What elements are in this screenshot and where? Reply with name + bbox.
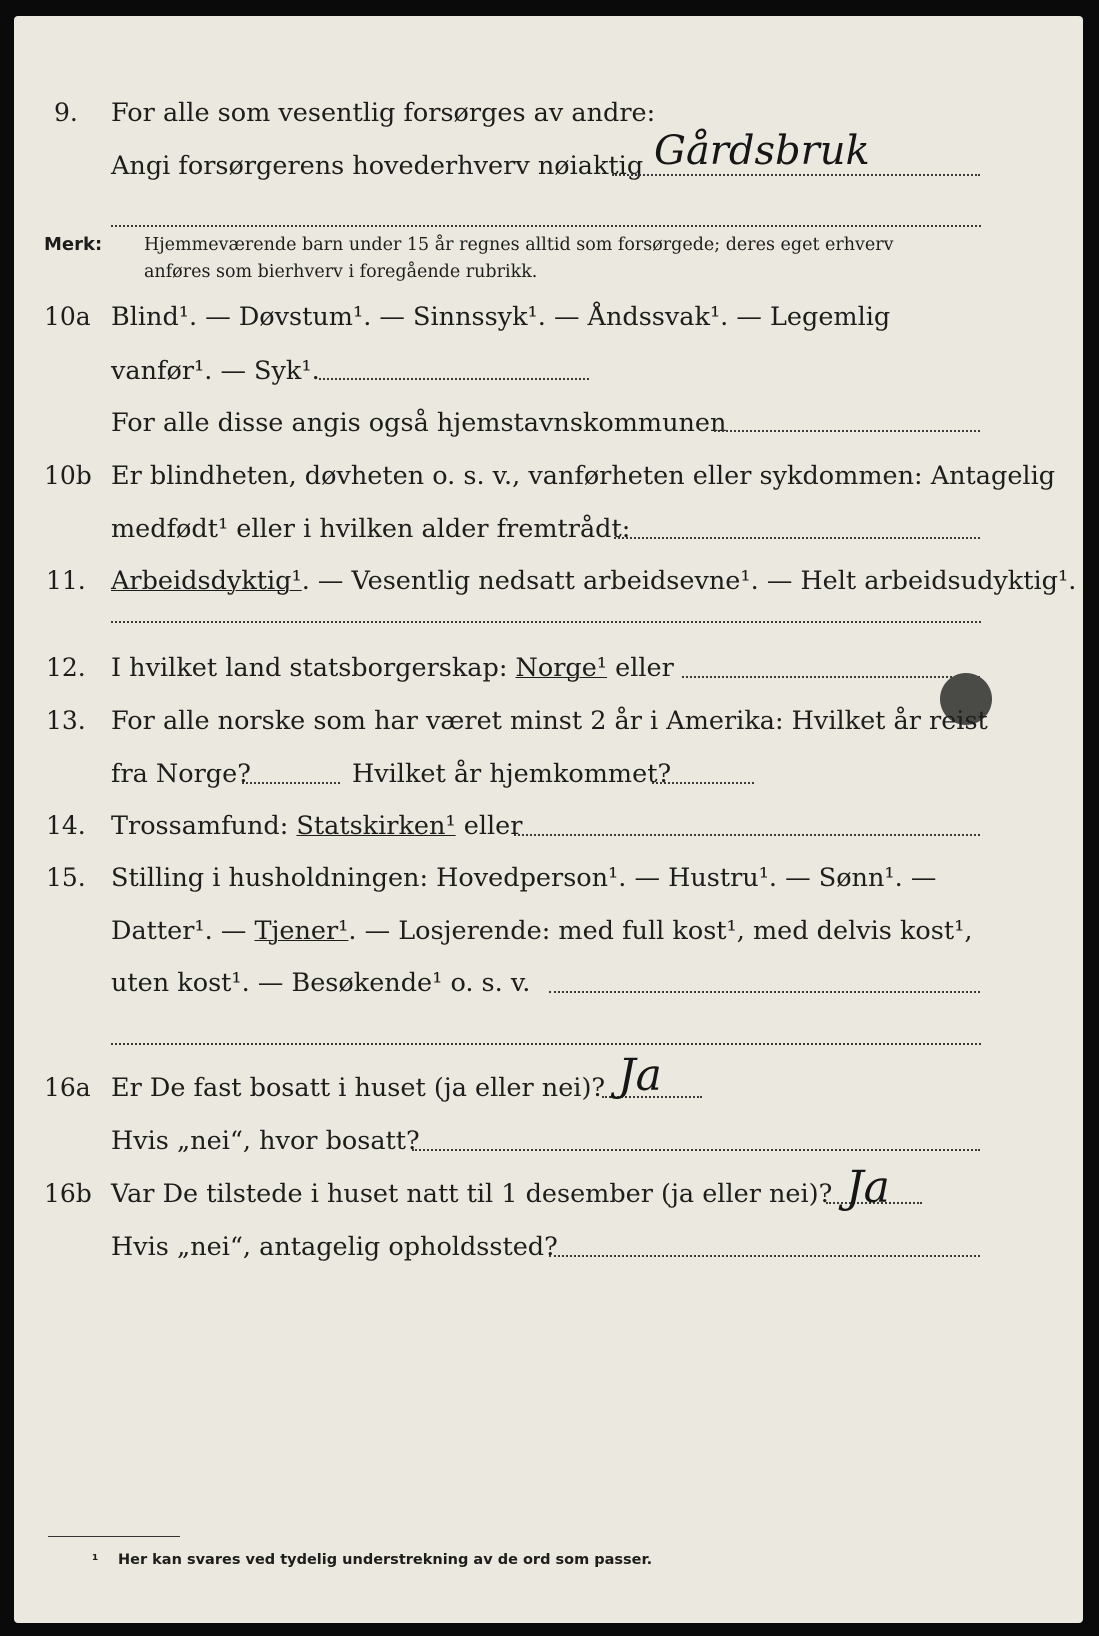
q14-fill: [514, 834, 980, 836]
q15-number: 15.: [46, 863, 86, 892]
merk-label: Merk:: [44, 234, 103, 255]
footnote-text: Her kan svares ved tydelig understrekning av de ord som passer.: [118, 1552, 653, 1568]
q16b-line2: Hvis „nei“, antagelig opholdssted?: [111, 1232, 558, 1262]
q12-post: eller: [615, 653, 674, 683]
q15-line2: [111, 916, 972, 946]
q16a-line2-fill: [412, 1149, 980, 1151]
q10a-line2: vanfør¹. — Syk¹.: [111, 356, 320, 386]
q14-option-statskirken: Statskirken¹: [296, 811, 456, 841]
q15-option-tjener: Tjener¹: [254, 916, 349, 946]
q10a-line1: Blind¹. — Døvstum¹. — Sinnssyk¹. — Åndssvak¹. — Legemlig: [111, 302, 891, 332]
q15-line3-fill: [549, 991, 980, 993]
q16b-handwritten-answer: Ja: [846, 1162, 890, 1213]
q16a-line1: Er De fast bosatt i huset (ja eller nei)?: [111, 1073, 606, 1103]
q14-number: 14.: [46, 811, 86, 840]
q15-line2b: . — Losjerende: med full kost¹, med delvis kost¹,: [348, 916, 973, 946]
q13-line2b-fill: [652, 782, 754, 784]
q11-rest: . — Vesentlig nedsatt arbeidsevne¹. — Helt arbeidsudyktig¹.: [301, 566, 1077, 596]
footnote-mark: ¹: [92, 1553, 99, 1569]
census-form-page: [14, 16, 1083, 1623]
q16a-line2: Hvis „nei“, hvor bosatt?: [111, 1126, 420, 1156]
q12-line: [111, 653, 674, 683]
q13-number: 13.: [46, 706, 86, 735]
q10a-line3: For alle disse angis også hjemstavnskommunen: [111, 408, 727, 438]
q12-number: 12.: [46, 653, 86, 682]
q11-line: [111, 566, 1076, 596]
q13-line2a-fill: [242, 782, 340, 784]
q13-line1: For alle norske som har været minst 2 år i Amerika: Hvilket år reist: [111, 706, 988, 736]
q9-handwritten-answer: Gårdsbruk: [654, 128, 870, 174]
q13-line2b: Hvilket år hjemkommet?: [352, 759, 672, 789]
q15-extra-line: [111, 1043, 981, 1045]
q10b-line2-fill: [614, 537, 980, 539]
q11-option-arbeidsdyktig: Arbeidsdyktig¹: [111, 566, 302, 596]
footnote-rule: [48, 1536, 180, 1537]
q11-number: 11.: [46, 566, 86, 595]
q16b-line2-fill: [549, 1255, 980, 1257]
q9-line2: Angi forsørgerens hovederhverv nøiaktig: [111, 151, 644, 181]
q10b-number: 10b: [44, 461, 92, 490]
q12-pre: I hvilket land statsborgerskap:: [111, 653, 508, 683]
q9-line1: For alle som vesentlig forsørges av andre:: [111, 98, 656, 128]
q12-fill: [682, 676, 980, 678]
q16b-line1: Var De tilstede i huset natt til 1 desember (ja eller nei)?: [111, 1179, 833, 1209]
q16a-number: 16a: [44, 1073, 91, 1102]
q10a-line2-fill: [319, 378, 589, 380]
q16a-handwritten-answer: Ja: [618, 1050, 662, 1101]
q14-post: eller: [463, 811, 523, 841]
q15-line1: Stilling i husholdningen: Hovedperson¹. — Hustru¹. — Sønn¹. —: [111, 863, 937, 893]
q10b-line2: medfødt¹ eller i hvilken alder fremtrådt:: [111, 514, 631, 544]
merk-line2: anføres som bierhverv i foregående rubrikk.: [144, 262, 538, 282]
q13-line2a: fra Norge?: [111, 759, 251, 789]
q10b-line1: Er blindheten, døvheten o. s. v., vanførheten eller sykdommen: Antagelig: [111, 461, 1056, 491]
q14-line: [111, 811, 522, 841]
q14-pre: Trossamfund:: [111, 811, 289, 841]
merk-line1: Hjemmeværende barn under 15 år regnes alltid som forsørgede; deres eget erhverv: [144, 235, 894, 255]
q12-option-norge: Norge¹: [515, 653, 608, 683]
q15-line2a: Datter¹. —: [111, 916, 247, 946]
q16b-number: 16b: [44, 1179, 92, 1208]
q9-extra-line: [111, 225, 981, 227]
q9-number: 9.: [54, 98, 78, 127]
q10a-line3-fill: [714, 430, 980, 432]
q15-line3: uten kost¹. — Besøkende¹ o. s. v.: [111, 968, 531, 998]
q11-extra-line: [111, 621, 981, 623]
q10a-number: 10a: [44, 302, 91, 331]
q9-answer-line: [612, 174, 980, 176]
